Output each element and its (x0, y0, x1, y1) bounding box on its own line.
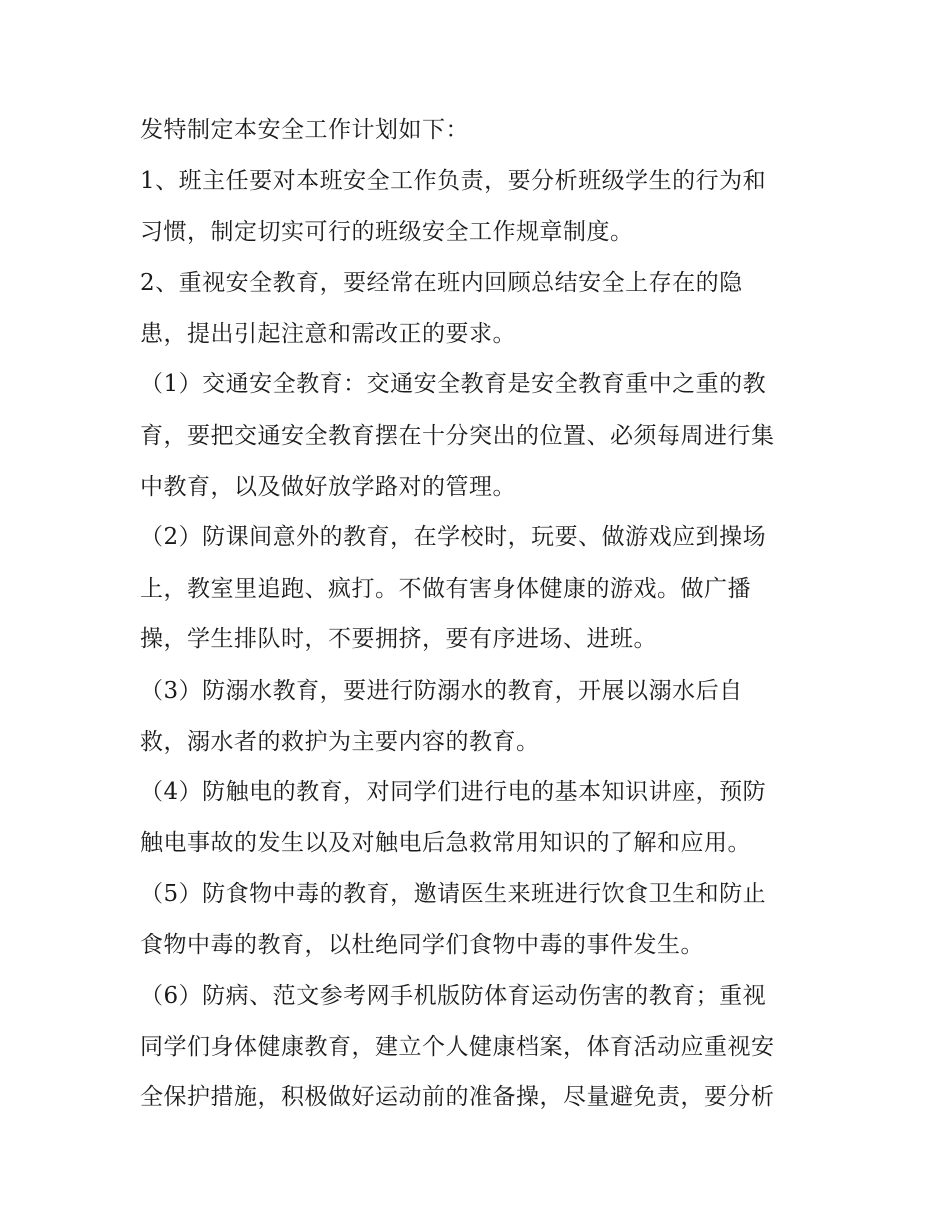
text-line: 2、重视安全教育，要经常在班内回顾总结安全上存在的隐 (140, 270, 743, 296)
text-line: （1）交通安全教育：交通安全教育是安全教育重中之重的教 (140, 371, 767, 397)
text-line: 习惯，制定切实可行的班级安全工作规章制度。 (140, 219, 634, 245)
text-line: （2）防课间意外的教育，在学校时，玩要、做游戏应到操场 (140, 524, 767, 550)
text-line: （5）防食物中毒的教育，邀请医生来班进行饮食卫生和防止 (140, 881, 767, 907)
text-line: 全保护措施，积极做好运动前的准备操，尽量避免责，要分析 (140, 1084, 775, 1110)
text-line: （4）防触电的教育，对同学们进行电的基本知识讲座，预防 (140, 779, 767, 805)
text-line: （3）防溺水教育，要进行防溺水的教育，开展以溺水后自 (140, 678, 743, 704)
text-line: 同学们身体健康教育，建立个人健康档案，体育活动应重视安 (140, 1034, 775, 1060)
text-line: 上，教室里追跑、疯打。不做有害身体健康的游戏。做广播 (140, 576, 751, 602)
text-line: 育，要把交通安全教育摆在十分突出的位置、必须每周进行集 (140, 423, 775, 449)
text-line: （6）防病、范文参考网手机版防体育运动伤害的教育；重视 (140, 983, 767, 1009)
text-line: 中教育，以及做好放学路对的管理。 (140, 474, 516, 500)
text-line: 救，溺水者的救护为主要内容的教育。 (140, 729, 540, 755)
text-line: 发特制定本安全工作计划如下： (140, 117, 469, 143)
text-line: 1、班主任要对本班安全工作负责，要分析班级学生的行为和 (140, 168, 767, 194)
text-line: 触电事故的发生以及对触电后急救常用知识的了解和应用。 (140, 830, 751, 856)
text-line: 患，提出引起注意和需改正的要求。 (140, 321, 516, 347)
text-line: 操，学生排队时，不要拥挤，要有序进场、进班。 (140, 626, 657, 652)
text-line: 食物中毒的教育，以杜绝同学们食物中毒的事件发生。 (140, 932, 704, 958)
